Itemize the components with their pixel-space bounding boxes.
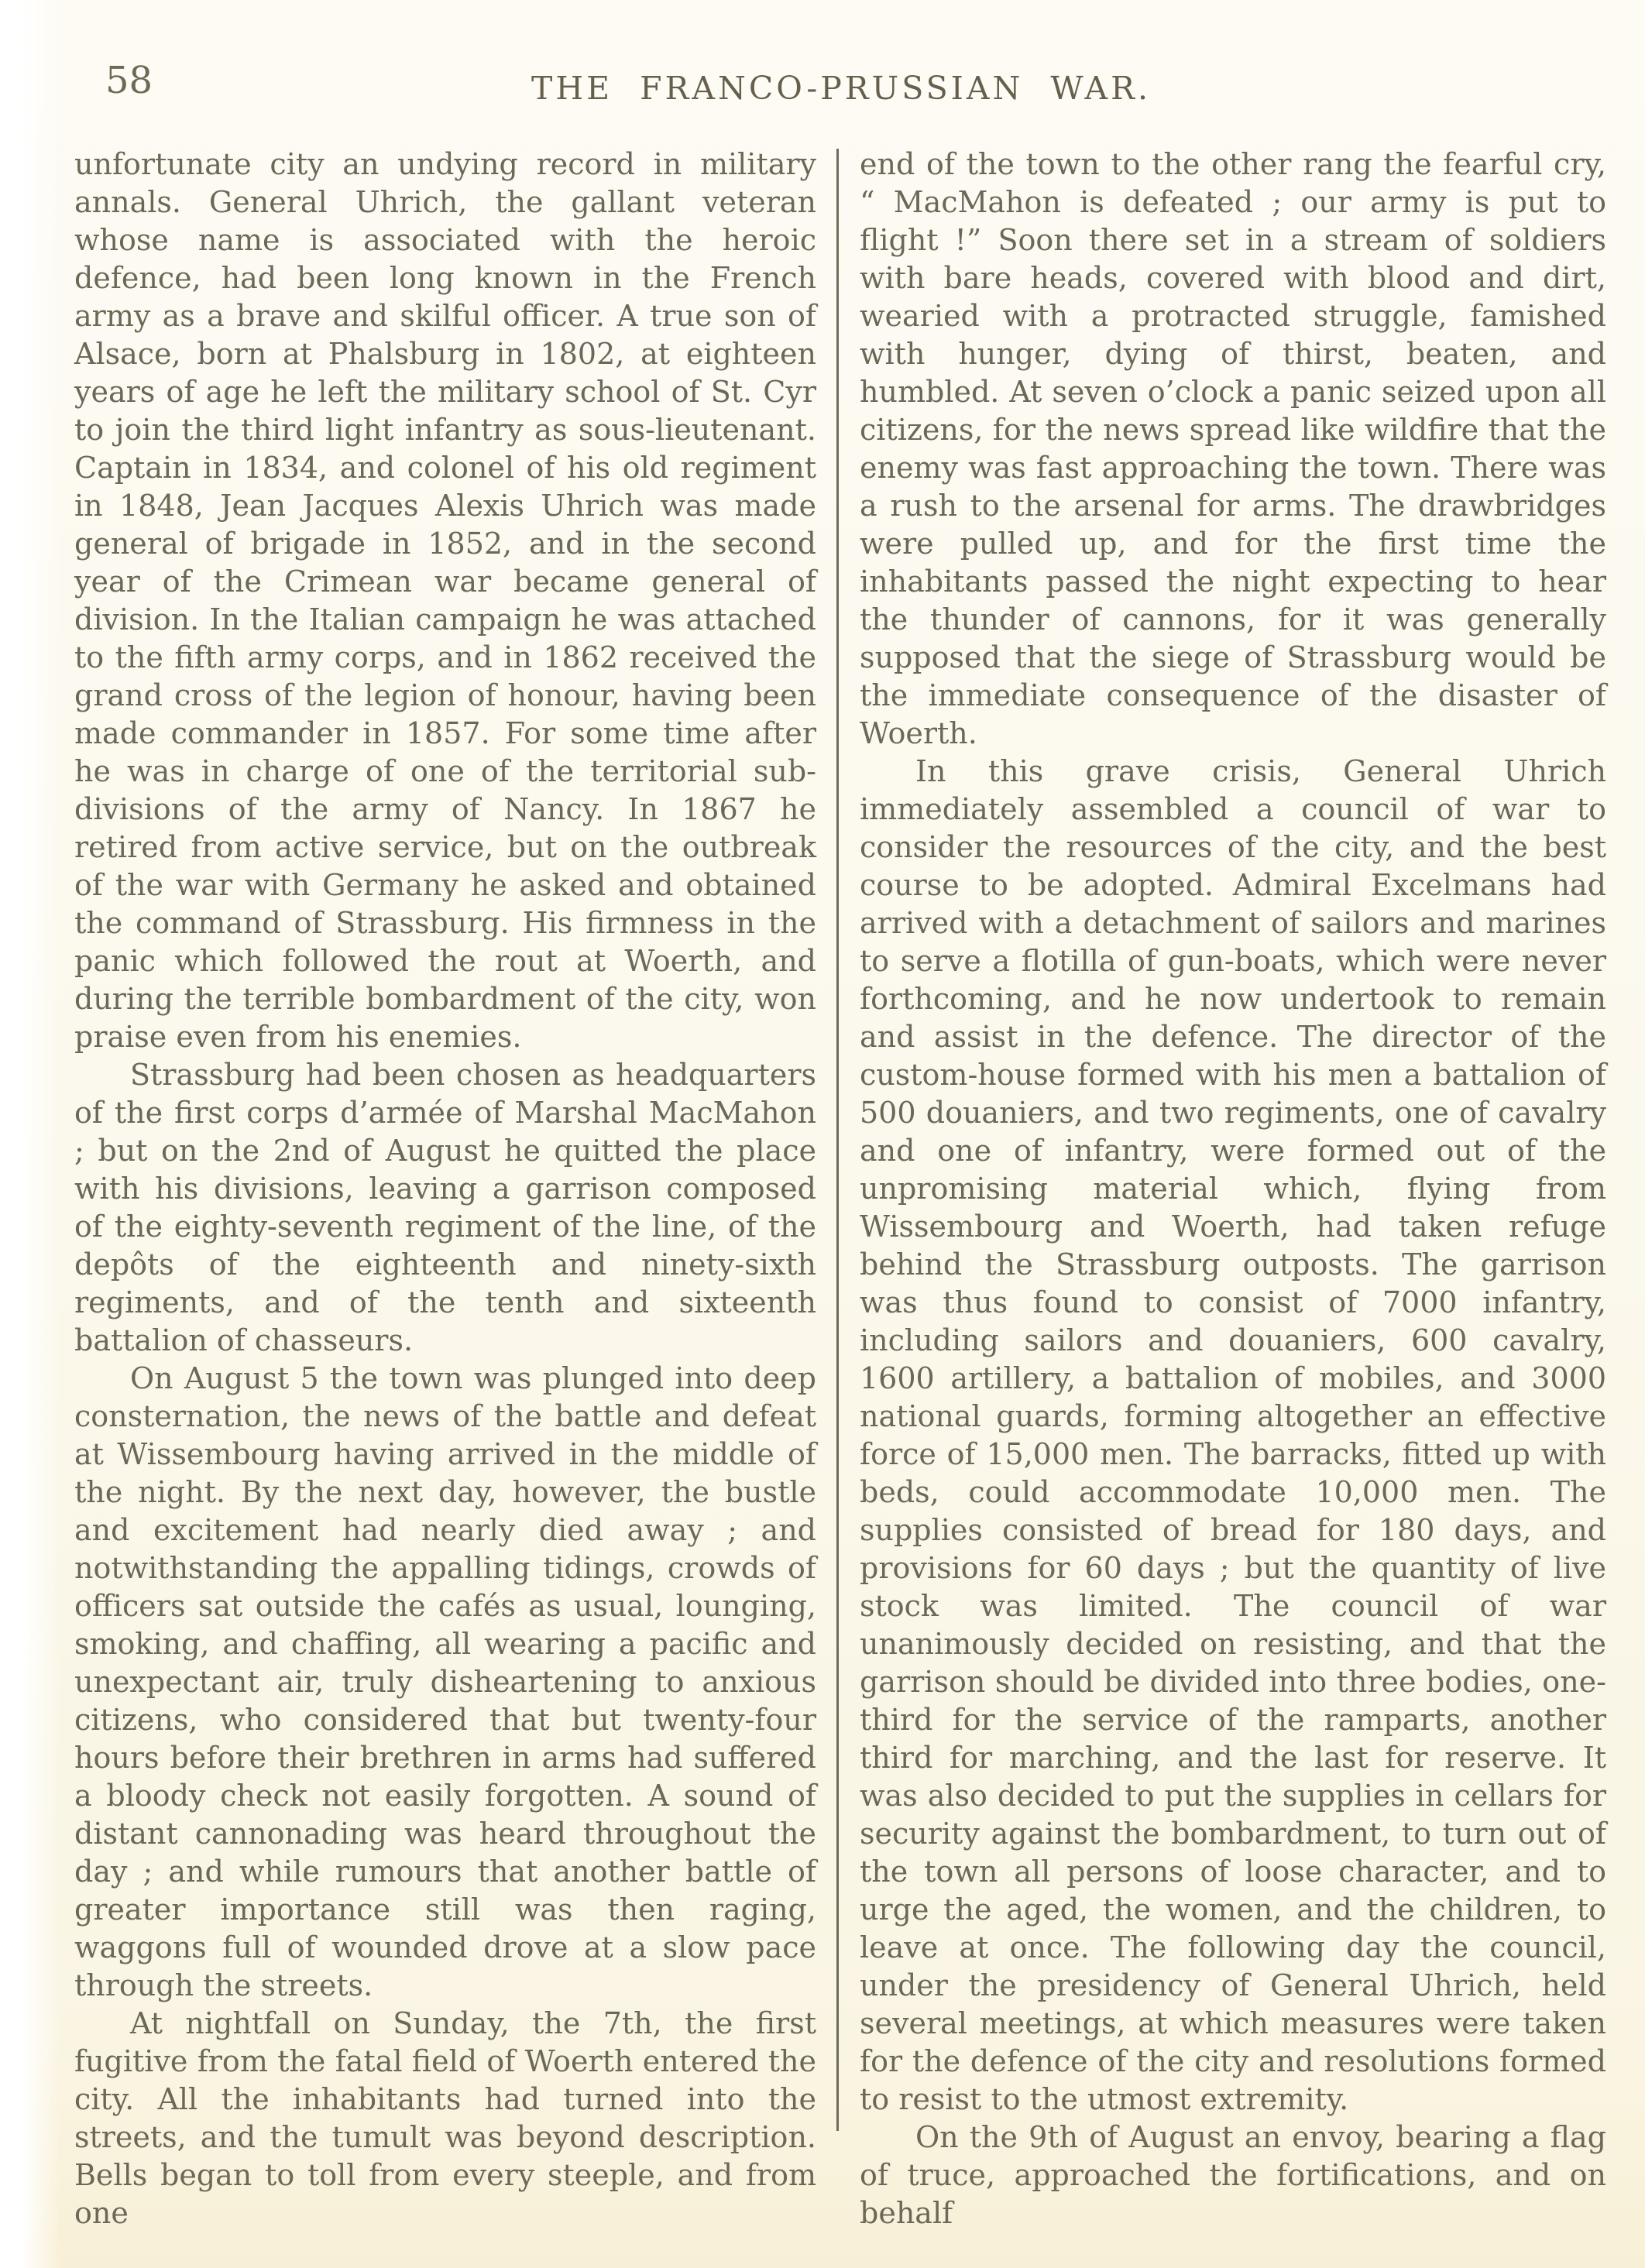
page-number: 58	[105, 59, 153, 102]
paragraph-left-2: Strassburg had been chosen as headquarters of the first corps d’armée of Marshal MacMahon ; but on the 2nd of August he quitted the place with his divisions, leaving a garrison composed of the eighty-seventh regiment of the line, of the depôts of the eighteenth and ninety-sixth regiments, and of the tenth and sixteenth battalion of chasseurs.	[74, 1058, 816, 1357]
right-column	[860, 146, 1606, 2232]
paragraph-right-2: In this grave crisis, General Uhrich immediately assembled a council of war to consider the resources of the city, and the best course to be adopted. Admiral Excelmans had arrived with a detachment of sailors and marines to serve a flotilla of gun-boats, which were never forthcoming, and he now undertook to remain and assist in the defence. The director of the custom-house formed with his men a battalion of 500 douaniers, and two regiments, one of cavalry and one of infantry, were formed out of the unpromising material which, flying from Wissembourg and Woerth, had taken refuge behind the Strassburg outposts. The garrison was thus found to consist of 7000 infantry, including sailors and douaniers, 600 cavalry, 1600 artillery, a battalion of mobiles, and 3000 national guards, forming altogether an effective force of 15,000 men. The barracks, fitted up with beds, could accommodate 10,000 men. The supplies consisted of bread for 180 days, and provisions for 60 days ; but the quantity of live stock was limited. The council of war unanimously decided on resisting, and that the garrison should be divided into three bodies, one-third for the service of the ramparts, another third for marching, and the last for reserve. It was also decided to put the supplies in cellars for security against the bombardment, to turn out of the town all persons of loose character, and to urge the aged, the women, and the children, to leave at once. The following day the council, under the presidency of General Uhrich, held several meetings, at which measures were taken for the defence of the city and resolutions formed to resist to the utmost extremity.	[860, 754, 1606, 2116]
paragraph-right-1: end of the town to the other rang the fearful cry, “ MacMahon is defeated ; our army is put to flight !” Soon there set in a stream of soldiers with bare heads, covered with blood and dirt, wearied with a protracted struggle, famished with hunger, dying of thirst, beaten, and humbled. At seven o’clock a panic seized upon all citizens, for the news spread like wildfire that the enemy was fast approaching the town. There was a rush to the arsenal for arms. The drawbridges were pulled up, and for the first time the inhabitants passed the night expecting to hear the thunder of cannons, for it was generally supposed that the siege of Strassburg would be the immediate consequence of the disaster of Woerth.	[860, 147, 1606, 750]
paragraph-right-3: On the 9th of August an envoy, bearing a flag of truce, approached the fortifications, and on behalf	[860, 2120, 1606, 2230]
paragraph-left-3: On August 5 the town was plunged into deep consternation, the news of the battle and defeat at Wissembourg having arrived in the middle of the night. By the next day, however, the bustle and excitement had nearly died away ; and notwithstanding the appalling tidings, crowds of officers sat outside the cafés as usual, lounging, smoking, and chaffing, all wearing a pacific and unexpectant air, truly disheartening to anxious citizens, who considered that but twenty-four hours before their brethren in arms had suffered a bloody check not easily forgotten. A sound of distant cannonading was heard throughout the day ; and while rumours that another battle of greater importance still was then raging, waggons full of wounded drove at a slow pace through the streets.	[74, 1361, 816, 2002]
running-title: THE FRANCO-PRUSSIAN WAR.	[531, 70, 1151, 107]
column-divider	[836, 149, 839, 2131]
left-column	[74, 146, 816, 2232]
paragraph-left-1: unfortunate city an undying record in military annals. General Uhrich, the gallant veteran whose name is associated with the heroic defence, had been long known in the French army as a brave and skilful officer. A true son of Alsace, born at Phalsburg in 1802, at eighteen years of age he left the military school of St. Cyr to join the third light infantry as sous-lieutenant. Captain in 1834, and colonel of his old regiment in 1848, Jean Jacques Alexis Uhrich was made general of brigade in 1852, and in the second year of the Crimean war became general of division. In the Italian campaign he was attached to the fifth army corps, and in 1862 received the grand cross of the legion of honour, having been made commander in 1857. For some time after he was in charge of one of the territorial sub-divisions of the army of Nancy. In 1867 he retired from active service, but on the outbreak of the war with Germany he asked and obtained the command of Strassburg. His firmness in the panic which followed the rout at Woerth, and during the terrible bombardment of the city, won praise even from his enemies.	[74, 147, 816, 1054]
paragraph-left-4: At nightfall on Sunday, the 7th, the first fugitive from the fatal field of Woerth entered the city. All the inhabitants had turned into the streets, and the tumult was beyond description. Bells began to toll from every steeple, and from one	[74, 2006, 816, 2230]
